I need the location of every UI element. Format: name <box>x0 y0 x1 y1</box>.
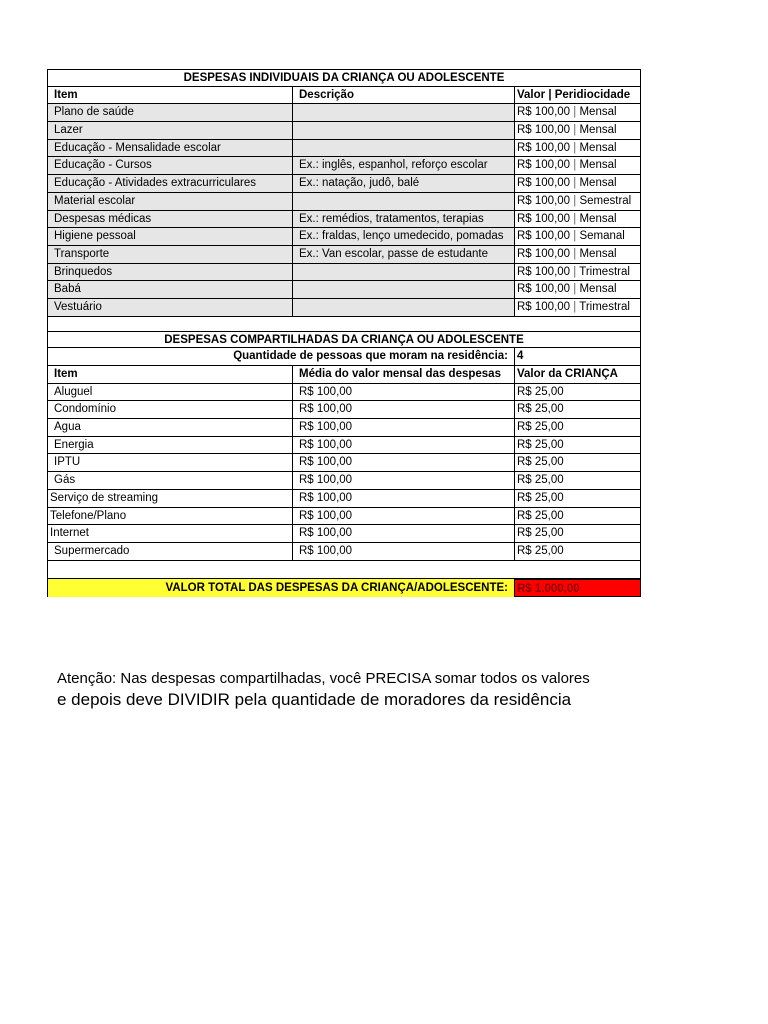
description-cell[interactable]: Ex.: remédios, tratamentos, terapias <box>293 211 515 228</box>
average-cell[interactable]: R$ 100,00 <box>293 543 515 560</box>
separator: | <box>570 124 580 137</box>
description-cell[interactable] <box>293 122 515 139</box>
item-cell: Agua <box>48 419 293 436</box>
table-row <box>47 246 641 264</box>
item-cell: Internet <box>48 525 293 542</box>
value-text: R$ 100,00 <box>517 106 571 119</box>
separator: | <box>570 283 580 296</box>
table-row <box>47 472 641 490</box>
item-cell: Brinquedos <box>48 264 293 281</box>
value-period-cell[interactable] <box>515 211 640 228</box>
item-cell: Energia <box>48 437 293 454</box>
attention-note <box>57 669 747 711</box>
description-cell[interactable] <box>293 264 515 281</box>
header-description: Descrição <box>293 87 515 104</box>
average-cell[interactable]: R$ 100,00 <box>293 454 515 471</box>
separator: | <box>570 106 580 119</box>
value-period-cell[interactable] <box>515 228 640 245</box>
attention-note-line-1: Atenção: Nas despesas compartilhadas, você PRECISA somar todos os valores <box>57 670 590 687</box>
value-text: R$ 100,00 <box>517 300 571 313</box>
value-period-cell[interactable] <box>515 140 640 157</box>
total-value: R$ 1.000,00 <box>514 579 641 597</box>
table-row <box>47 525 641 543</box>
period-text: Mensal <box>579 212 617 225</box>
separator: | <box>570 265 580 278</box>
average-cell[interactable]: R$ 100,00 <box>293 508 515 525</box>
separator: | <box>570 194 580 207</box>
total-label: VALOR TOTAL DAS DESPESAS DA CRIANÇA/ADOLESCENTE: <box>47 579 514 597</box>
value-text: R$ 100,00 <box>517 265 571 278</box>
table-row <box>47 140 641 158</box>
residents-quantity-value[interactable]: 4 <box>517 350 524 363</box>
period-text: Mensal <box>579 159 617 172</box>
child-value-cell: R$ 25,00 <box>517 509 564 522</box>
value-text: R$ 100,00 <box>517 177 571 190</box>
residents-quantity-label: Quantidade de pessoas que moram na residência: <box>48 348 515 365</box>
value-period-cell[interactable] <box>515 104 640 121</box>
separator: | <box>570 141 580 154</box>
table-row <box>47 281 641 299</box>
total-gap <box>47 561 641 579</box>
description-cell[interactable]: Ex.: inglês, espanhol, reforço escolar <box>293 157 515 174</box>
value-text: R$ 100,00 <box>517 230 571 243</box>
average-cell[interactable]: R$ 100,00 <box>293 525 515 542</box>
value-period-cell[interactable] <box>515 246 640 263</box>
shared-section-title: DESPESAS COMPARTILHADAS DA CRIANÇA OU ADOLESCENTE <box>164 333 524 346</box>
value-text: R$ 100,00 <box>517 283 571 296</box>
item-cell: Gás <box>48 472 293 489</box>
table-row <box>47 437 641 455</box>
period-text: Trimestral <box>579 265 630 278</box>
shared-title-row <box>47 331 641 349</box>
section-gap <box>47 317 641 331</box>
residents-quantity-row <box>47 348 641 366</box>
average-cell[interactable]: R$ 100,00 <box>293 490 515 507</box>
period-text: Mensal <box>579 141 617 154</box>
child-value-cell: R$ 25,00 <box>517 527 564 540</box>
table-row <box>47 490 641 508</box>
header-average: Média do valor mensal das despesas <box>293 366 515 383</box>
item-cell: Educação - Mensalidade escolar <box>48 140 293 157</box>
item-cell: Condomínio <box>48 401 293 418</box>
value-text: R$ 100,00 <box>517 141 571 154</box>
child-value-cell: R$ 25,00 <box>517 385 564 398</box>
period-text: Mensal <box>579 124 617 137</box>
item-cell: Plano de saúde <box>48 104 293 121</box>
separator: | <box>570 159 580 172</box>
item-cell: Supermercado <box>48 543 293 560</box>
value-text: R$ 100,00 <box>517 247 571 260</box>
child-value-cell: R$ 25,00 <box>517 421 564 434</box>
description-cell[interactable] <box>293 193 515 210</box>
table-row <box>47 419 641 437</box>
header-item: Item <box>48 87 293 104</box>
total-row <box>47 579 641 597</box>
table-row <box>47 299 641 317</box>
table-row <box>47 228 641 246</box>
child-value-cell: R$ 25,00 <box>517 403 564 416</box>
individual-header-row <box>47 87 641 105</box>
shared-header-row <box>47 366 641 384</box>
description-cell[interactable]: Ex.: natação, judô, balé <box>293 175 515 192</box>
table-row <box>47 175 641 193</box>
table-row <box>47 454 641 472</box>
separator: | <box>570 230 580 243</box>
child-value-cell: R$ 25,00 <box>517 456 564 469</box>
description-cell[interactable] <box>293 281 515 298</box>
item-cell: Material escolar <box>48 193 293 210</box>
expense-spreadsheet <box>47 69 641 597</box>
value-text: R$ 100,00 <box>517 194 571 207</box>
average-cell[interactable]: R$ 100,00 <box>293 384 515 401</box>
item-cell: Transporte <box>48 246 293 263</box>
item-cell: IPTU <box>48 454 293 471</box>
child-value-cell: R$ 25,00 <box>517 474 564 487</box>
table-row <box>47 543 641 561</box>
table-row <box>47 264 641 282</box>
item-cell: Telefone/Plano <box>48 508 293 525</box>
value-text: R$ 100,00 <box>517 159 571 172</box>
value-period-cell[interactable] <box>515 264 640 281</box>
child-value-cell: R$ 25,00 <box>517 491 564 504</box>
separator: | <box>570 247 580 260</box>
value-period-cell[interactable] <box>515 157 640 174</box>
table-row <box>47 104 641 122</box>
item-cell: Aluguel <box>48 384 293 401</box>
average-cell[interactable]: R$ 100,00 <box>293 401 515 418</box>
table-row <box>47 384 641 402</box>
item-cell: Vestuário <box>48 299 293 316</box>
attention-note-line-2: e depois deve DIVIDIR pela quantidade de moradores da residência <box>57 690 572 709</box>
item-cell: Lazer <box>48 122 293 139</box>
shared-rows <box>47 384 641 561</box>
average-cell[interactable]: R$ 100,00 <box>293 419 515 436</box>
period-text: Mensal <box>579 283 617 296</box>
table-row <box>47 401 641 419</box>
separator: | <box>570 177 580 190</box>
item-cell: Serviço de streaming <box>48 490 293 507</box>
item-cell: Educação - Atividades extracurriculares <box>48 175 293 192</box>
table-row <box>47 211 641 229</box>
header-child-value: Valor da CRIANÇA <box>517 368 618 380</box>
period-text: Semestral <box>579 194 632 207</box>
table-row <box>47 122 641 140</box>
description-cell[interactable] <box>293 104 515 121</box>
child-value-cell: R$ 25,00 <box>517 544 564 557</box>
value-period-cell[interactable] <box>515 281 640 298</box>
description-cell[interactable] <box>293 299 515 316</box>
individual-section-title: DESPESAS INDIVIDUAIS DA CRIANÇA OU ADOLESCENTE <box>183 72 505 84</box>
average-cell[interactable]: R$ 100,00 <box>293 437 515 454</box>
description-cell[interactable]: Ex.: fraldas, lenço umedecido, pomadas <box>293 228 515 245</box>
value-text: R$ 100,00 <box>517 124 571 137</box>
individual-title-row <box>47 69 641 87</box>
period-text: Mensal <box>579 106 617 119</box>
value-period-cell[interactable] <box>515 299 640 316</box>
header-value-period: Valor | Peridiocidade <box>517 88 631 101</box>
separator: | <box>570 212 580 225</box>
item-cell: Babá <box>48 281 293 298</box>
period-text: Trimestral <box>579 300 630 313</box>
item-cell: Despesas médicas <box>48 211 293 228</box>
individual-rows <box>47 104 641 316</box>
value-period-cell[interactable] <box>515 122 640 139</box>
value-period-cell[interactable] <box>515 193 640 210</box>
period-text: Mensal <box>579 247 617 260</box>
item-cell: Educação - Cursos <box>48 157 293 174</box>
value-text: R$ 100,00 <box>517 212 571 225</box>
table-row <box>47 193 641 211</box>
child-value-cell: R$ 25,00 <box>517 438 564 451</box>
period-text: Mensal <box>579 177 617 190</box>
table-row <box>47 508 641 526</box>
header-item: Item <box>48 366 293 383</box>
description-cell[interactable] <box>293 140 515 157</box>
period-text: Semanal <box>579 230 625 243</box>
value-period-cell[interactable] <box>515 175 640 192</box>
table-row <box>47 157 641 175</box>
description-cell[interactable]: Ex.: Van escolar, passe de estudante <box>293 246 515 263</box>
average-cell[interactable]: R$ 100,00 <box>293 472 515 489</box>
separator: | <box>570 300 580 313</box>
item-cell: Higiene pessoal <box>48 228 293 245</box>
